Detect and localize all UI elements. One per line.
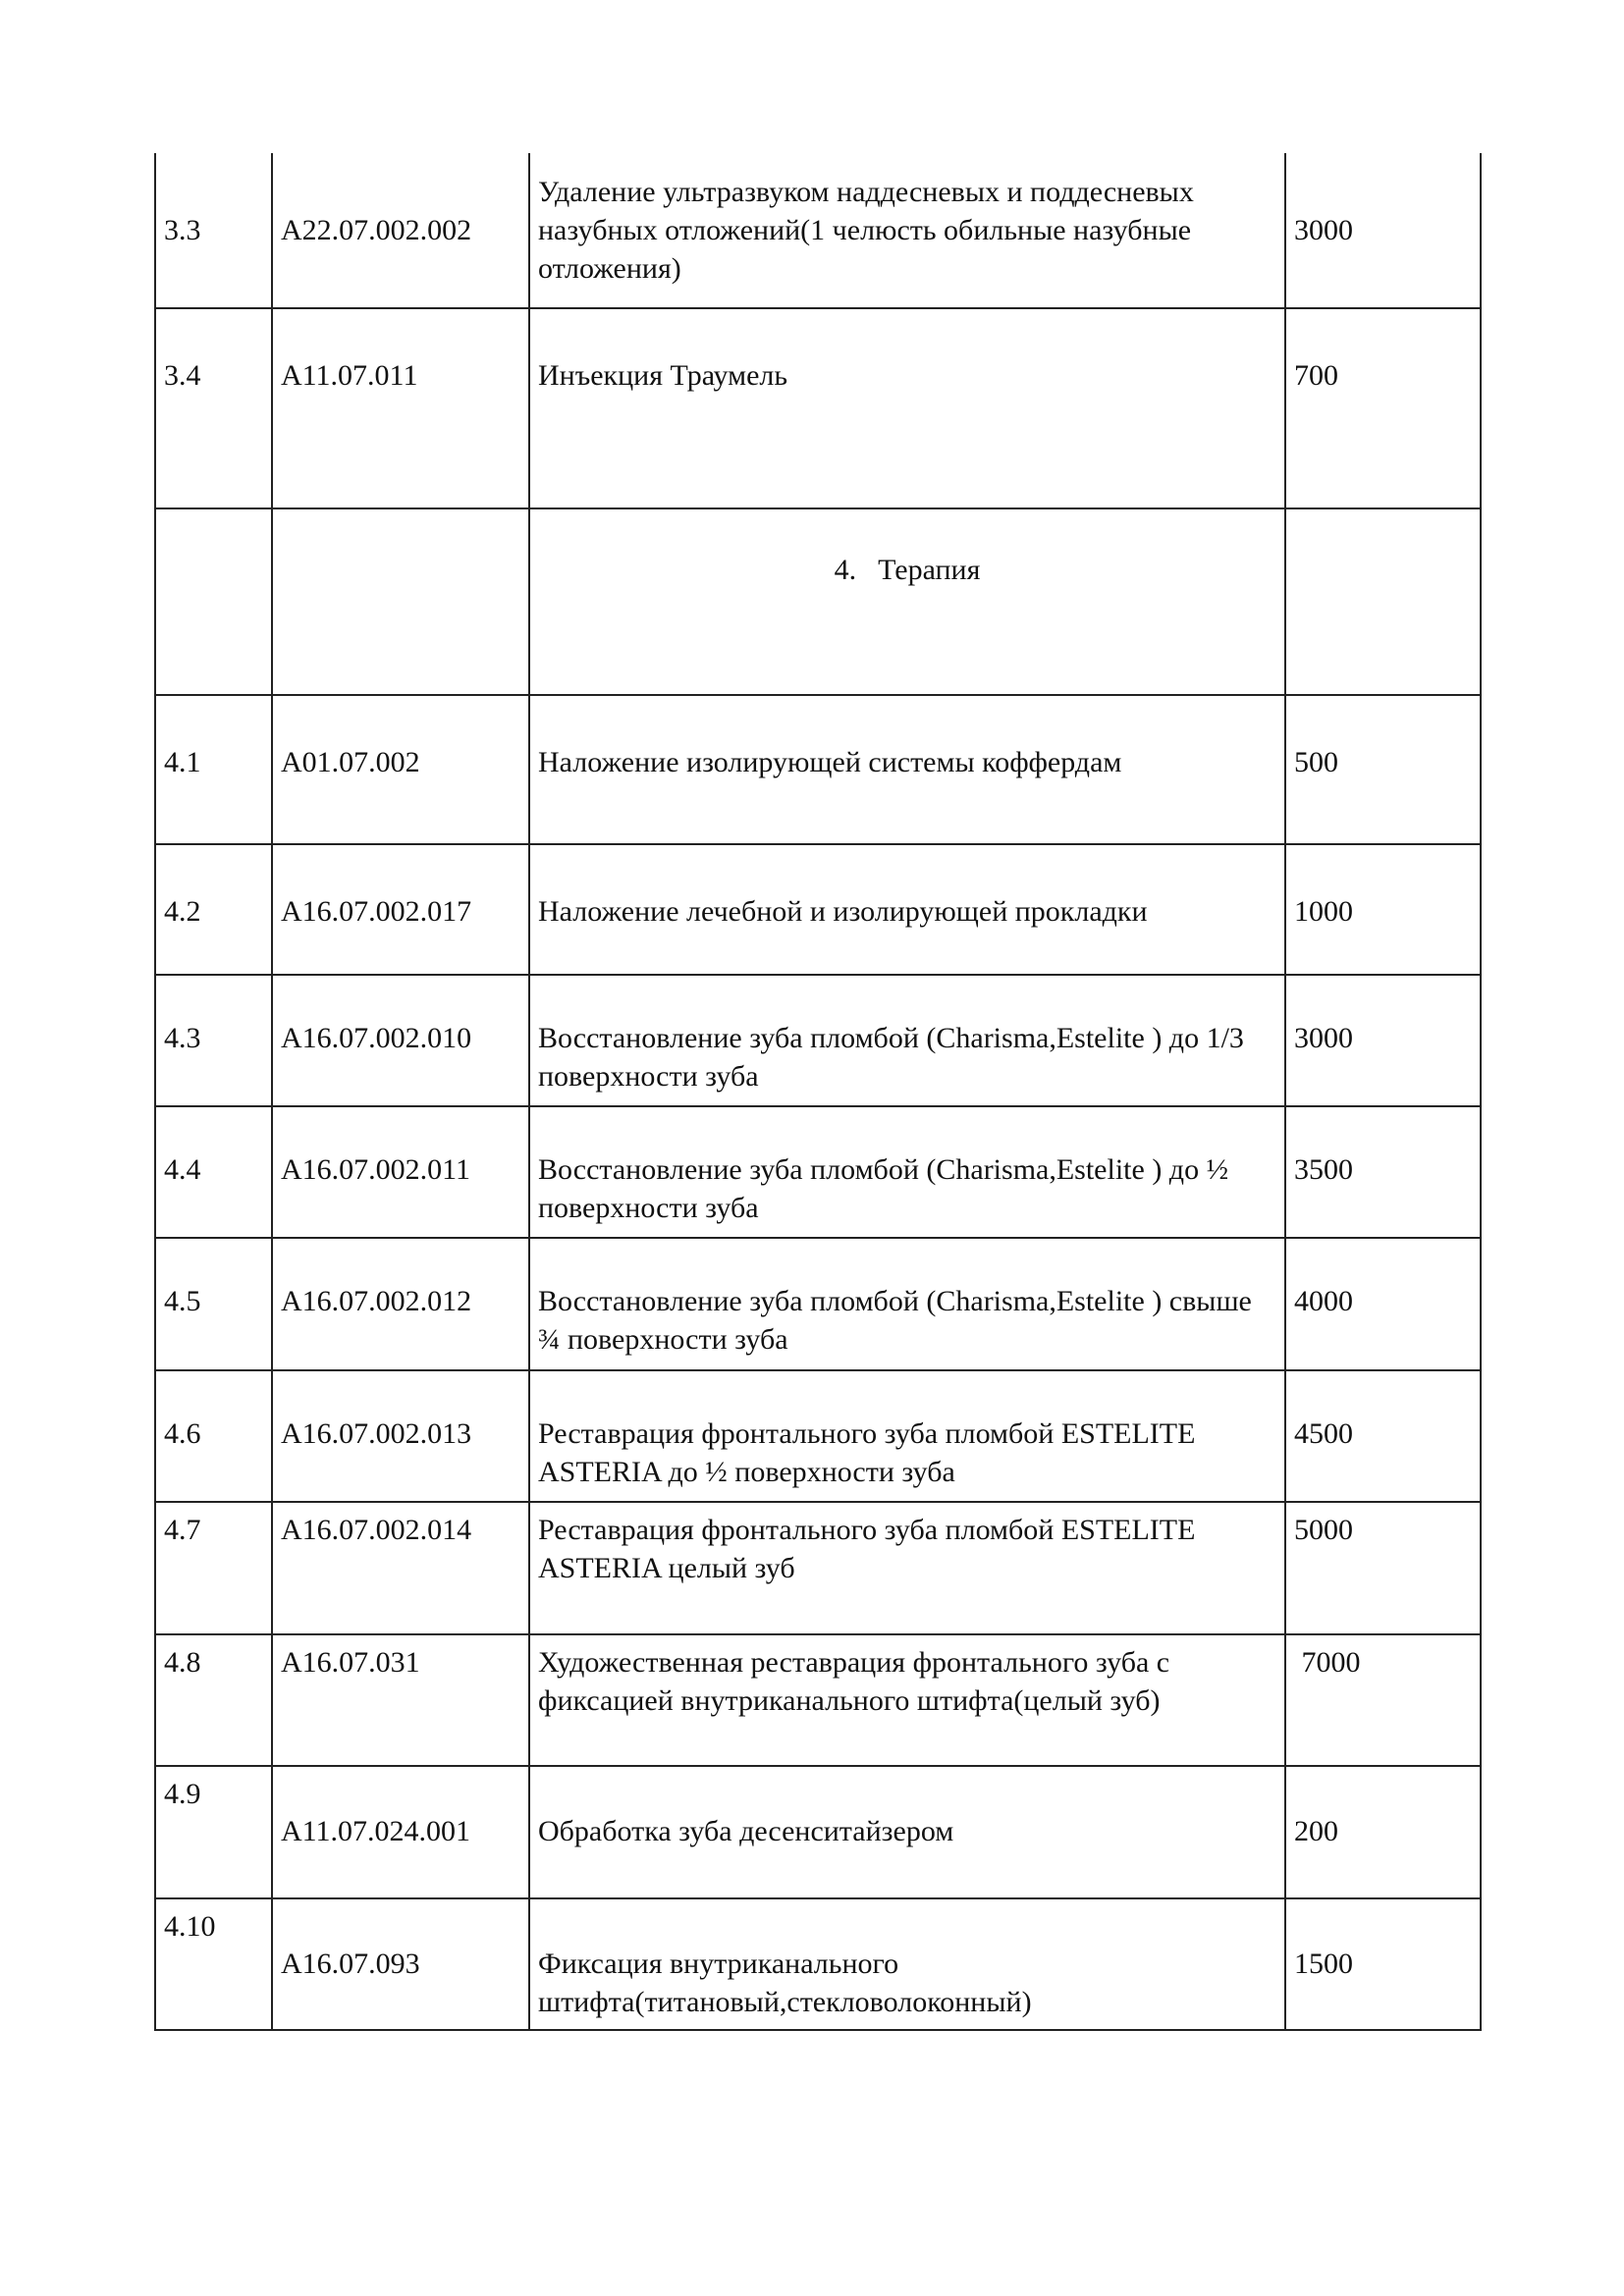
price-table [154,153,1482,2031]
service-name: Инъекция Траумель [529,308,1285,508]
service-code: A16.07.031 [272,1634,529,1766]
service-name: Удаление ультразвуком наддесневых и поддесневых назубных отложений(1 челюсть обильные назубные отложения) [529,153,1285,308]
row-number: 3.4 [155,308,272,508]
service-name: Фиксация внутриканального штифта(титановый,стекловолоконный) [529,1898,1285,2030]
table-row [155,308,1481,508]
service-name: Реставрация фронтального зуба пломбой ESTELITE ASTERIA целый зуб [529,1502,1285,1634]
service-price: 4500 [1285,1370,1481,1502]
row-number: 4.9 [155,1766,272,1898]
row-number: 4.8 [155,1634,272,1766]
section-title: Терапия [878,554,981,586]
empty-cell [1285,508,1481,695]
row-number: 4.3 [155,975,272,1106]
service-price: 4000 [1285,1238,1481,1370]
service-code: A11.07.024.001 [272,1766,529,1898]
service-price: 500 [1285,695,1481,844]
row-number: 4.7 [155,1502,272,1634]
table-row [155,1502,1481,1634]
table-row [155,975,1481,1106]
service-price: 200 [1285,1766,1481,1898]
row-number: 4.2 [155,844,272,975]
row-number: 4.5 [155,1238,272,1370]
table-row [155,844,1481,975]
table-row [155,1238,1481,1370]
service-code: A16.07.093 [272,1898,529,2030]
section-row [155,508,1481,695]
service-price: 5000 [1285,1502,1481,1634]
service-price: 3500 [1285,1106,1481,1238]
service-code: A16.07.002.017 [272,844,529,975]
service-name: Восстановление зуба пломбой (Charisma,Estelite ) до ½ поверхности зуба [529,1106,1285,1238]
service-code: A16.07.002.012 [272,1238,529,1370]
service-code: A22.07.002.002 [272,153,529,308]
service-name: Обработка зуба десенситайзером [529,1766,1285,1898]
empty-cell [155,508,272,695]
service-name: Художественная реставрация фронтального зуба с фиксацией внутриканального штифта(целый зуб) [529,1634,1285,1766]
service-price: 1500 [1285,1898,1481,2030]
table-row [155,1370,1481,1502]
service-price: 3000 [1285,975,1481,1106]
table-row [155,1634,1481,1766]
service-price: 7000 [1285,1634,1481,1766]
service-name: Реставрация фронтального зуба пломбой ESTELITE ASTERIA до ½ поверхности зуба [529,1370,1285,1502]
table-row [155,1898,1481,2030]
service-price: 3000 [1285,153,1481,308]
table-row [155,1766,1481,1898]
row-number: 4.6 [155,1370,272,1502]
service-code: A01.07.002 [272,695,529,844]
row-number: 3.3 [155,153,272,308]
service-name: Наложение лечебной и изолирующей прокладки [529,844,1285,975]
service-name: Восстановление зуба пломбой (Charisma,Estelite ) до 1/3 поверхности зуба [529,975,1285,1106]
service-code: A16.07.002.011 [272,1106,529,1238]
service-code: A11.07.011 [272,308,529,508]
service-name: Наложение изолирующей системы коффердам [529,695,1285,844]
table-row [155,153,1481,308]
table-row [155,1106,1481,1238]
table-row [155,695,1481,844]
service-price: 1000 [1285,844,1481,975]
section-number: 4. [834,554,857,586]
empty-cell [272,508,529,695]
service-code: A16.07.002.013 [272,1370,529,1502]
row-number: 4.1 [155,695,272,844]
section-heading [529,508,1285,695]
service-code: A16.07.002.014 [272,1502,529,1634]
row-number: 4.4 [155,1106,272,1238]
row-number: 4.10 [155,1898,272,2030]
service-name: Восстановление зуба пломбой (Charisma,Estelite ) свыше ¾ поверхности зуба [529,1238,1285,1370]
service-price: 700 [1285,308,1481,508]
service-code: A16.07.002.010 [272,975,529,1106]
